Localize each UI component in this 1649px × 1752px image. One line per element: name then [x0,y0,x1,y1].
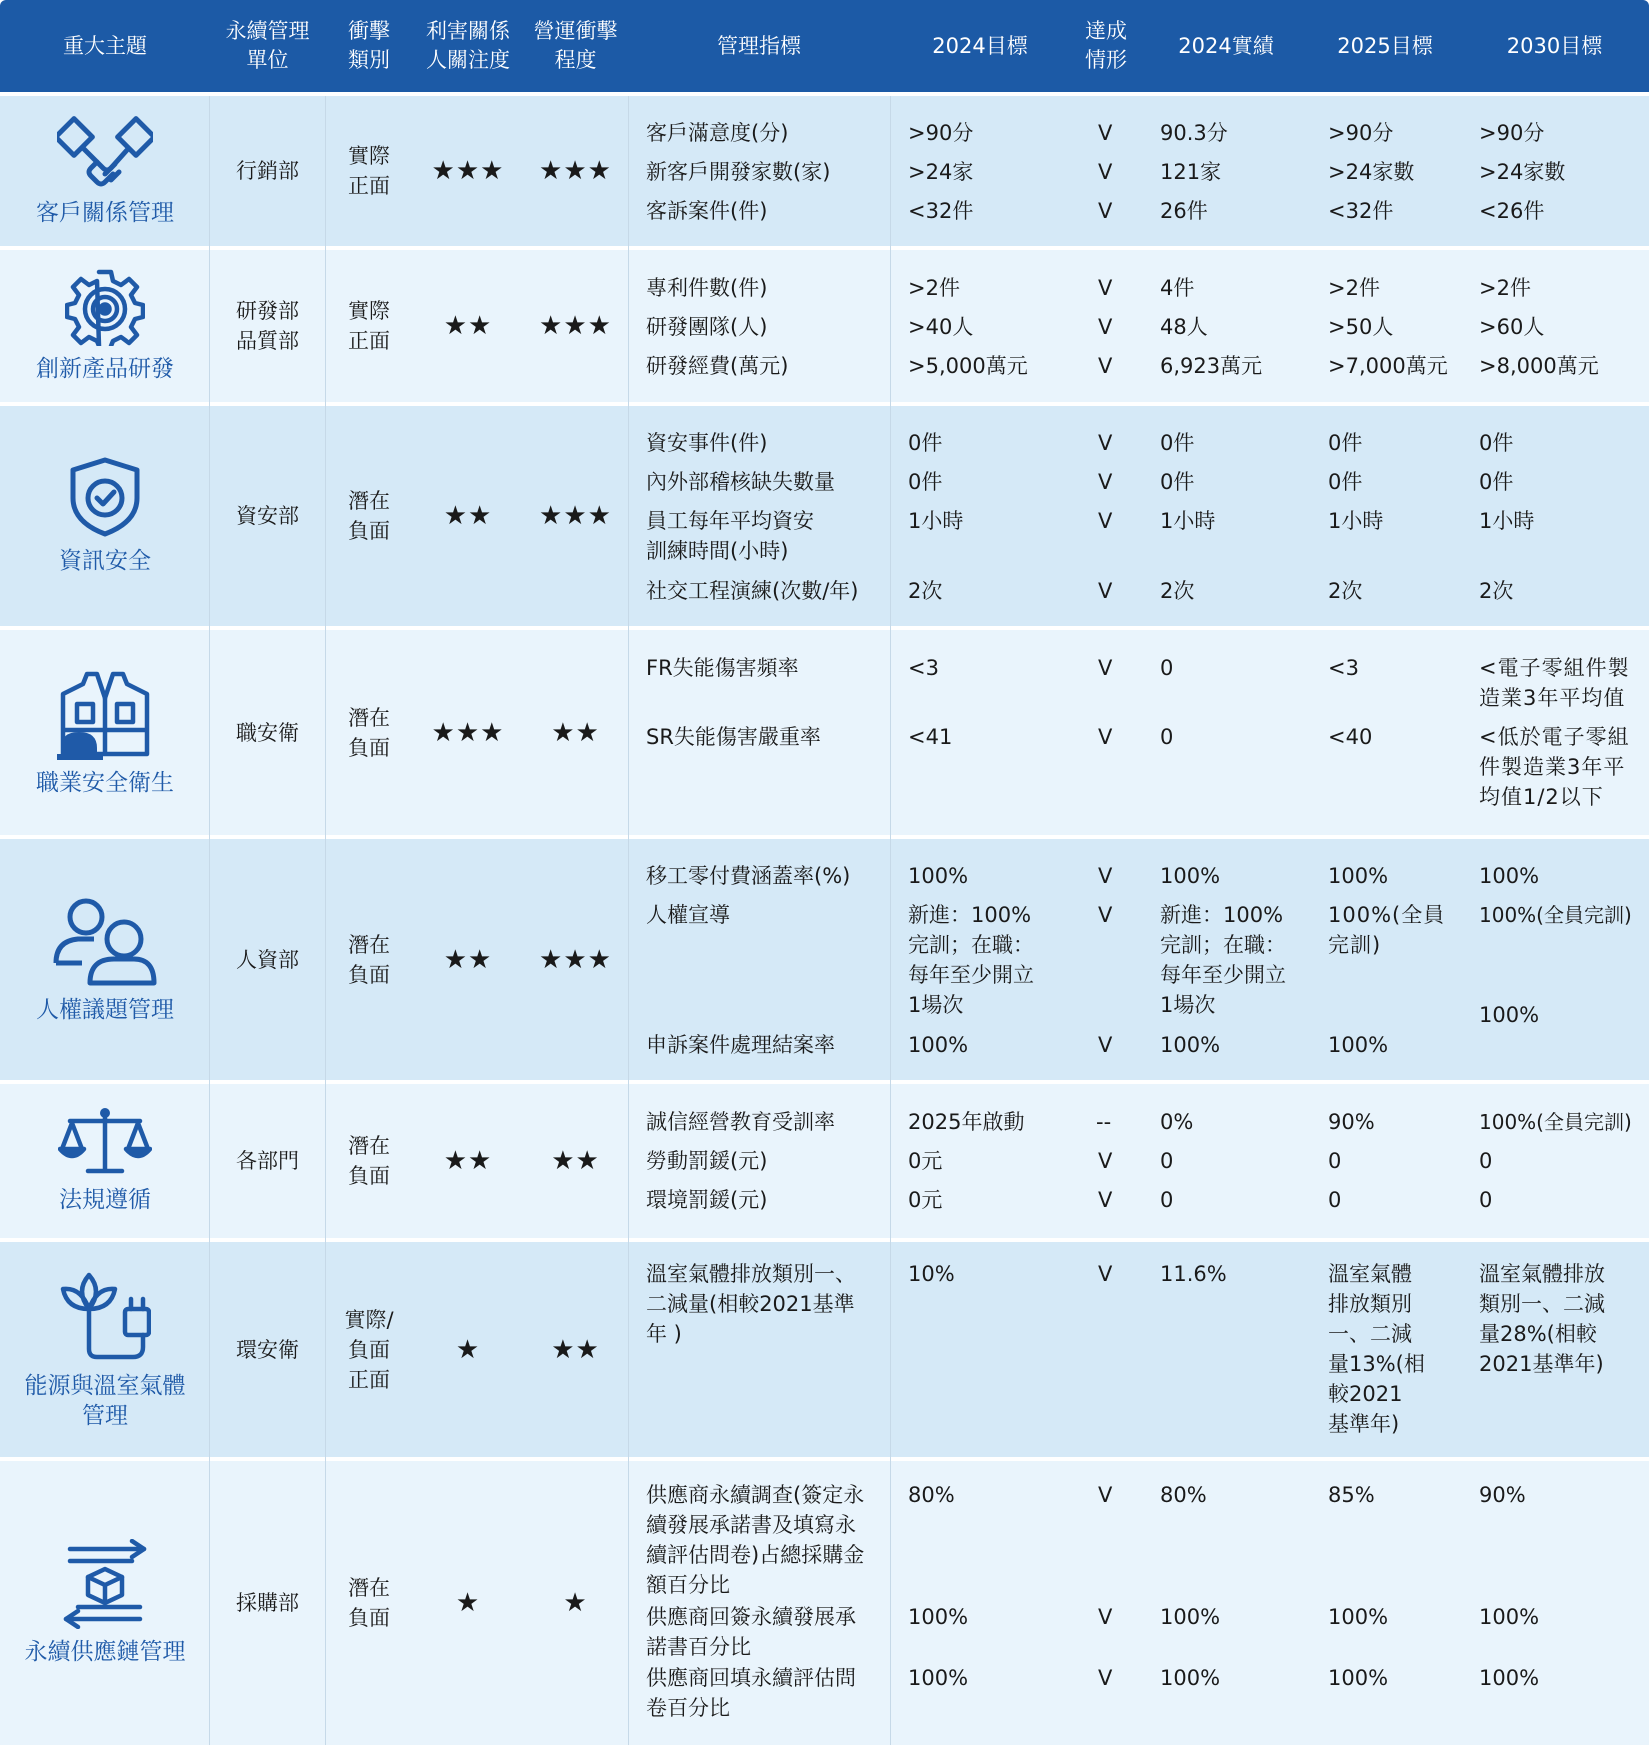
target-2025-cell: 0 [1328,1149,1342,1173]
unit-cell: 各部門 [236,1149,299,1173]
target-2024-cell: <3 [908,656,939,680]
target-2024-cell: 0元 [908,1149,943,1173]
operation-stars: ★★★ [539,944,612,975]
achievement-cell: -- [1096,1110,1112,1134]
achievement-cell: V [1098,864,1113,888]
target-2024-cell: <41 [908,725,953,749]
stakeholder-stars: ★★★ [431,717,505,748]
supply-chain-icon [60,1539,150,1629]
header-unit: 永續管理 單位 [225,19,310,72]
target-2024-cell: >5,000萬元 [908,354,1028,378]
stakeholder-stars: ★★★ [431,156,505,186]
target-2030-cell: 100%(全員完訓) [1479,903,1632,927]
stakeholder-stars: ★ [455,1588,481,1618]
impact-type-cell: 潛在 負面 [348,705,390,760]
achievement-cell: V [1098,903,1113,927]
result-2024-cell: 100% [1160,1666,1221,1690]
achievement-cell: V [1098,276,1113,300]
target-2025-cell: 0 [1328,1188,1342,1212]
target-2024-cell: >90分 [908,121,974,145]
result-2024-cell: 48人 [1160,315,1208,339]
target-2030-cell: 1小時 [1479,509,1535,533]
topic-compliance [0,1084,210,1238]
target-2030-cell: >2件 [1479,276,1531,300]
header-topic: 重大主題 [63,33,147,58]
target-2030-cell: <電子零組件製 造業3年平均值 [1479,656,1630,710]
target-2024-cell: 100% [908,864,969,888]
target-2025-cell: 100% [1328,1605,1389,1629]
indicator-cell: 移工零付費涵蓋率(%) [646,864,851,888]
topic-info-security [0,406,210,626]
indicator-cell: 研發團隊(人) [646,315,768,339]
target-2025-cell: >2件 [1328,276,1380,300]
target-2030-cell: >60人 [1479,315,1545,339]
result-2024-cell: 新進：100% 完訓；在職： 每年至少開立 1場次 [1160,903,1286,1017]
target-2025-cell: >24家數 [1328,160,1415,184]
indicator-cell: 供應商永續調查(簽定永 續發展承諾書及填寫永 續評估問卷)占總採購金 額百分比 [646,1483,865,1597]
unit-cell: 職安衛 [236,720,299,745]
result-2024-cell: 0件 [1160,431,1195,455]
achievement-cell: V [1098,160,1113,184]
result-2024-cell: 100% [1160,1605,1221,1629]
topic-innovation [0,250,210,402]
indicator-cell: 申訴案件處理結案率 [646,1033,835,1057]
target-2030-cell: 100% [1479,864,1540,888]
target-2030-cell: 0件 [1479,470,1514,494]
target-2030-cell: 0件 [1479,431,1514,455]
impact-type-cell: 實際/ 負面 正面 [344,1307,394,1392]
operation-stars: ★★★ [539,501,612,531]
target-2024-cell: 80% [908,1483,955,1507]
topic-energy-ghg [0,1242,210,1457]
result-2024-cell: 4件 [1160,276,1195,300]
header-impact-type: 衝擊 類別 [348,19,390,72]
result-2024-cell: 0 [1160,1149,1174,1173]
indicator-cell: 專利件數(件) [646,276,768,300]
impact-type-cell: 潛在 負面 [348,1134,390,1188]
target-2030-extra-cell: 100% [1479,1003,1540,1027]
target-2025-cell: 100% [1328,1666,1389,1690]
table-header [0,0,1649,92]
indicator-cell: 勞動罰鍰(元) [646,1149,768,1173]
result-2024-cell: 100% [1160,864,1221,888]
header-stakeholder: 利害關係 人關注度 [426,19,510,72]
result-2024-cell: 0% [1160,1110,1194,1134]
unit-cell: 研發部 品質部 [236,299,299,353]
result-2024-cell: 0 [1160,656,1174,680]
operation-stars: ★★★ [539,156,612,186]
target-2024-cell: 100% [908,1033,969,1057]
leaf-plug-icon [59,1269,151,1363]
operation-stars: ★★ [551,1334,600,1365]
header-target-2024: 2024目標 [932,33,1028,58]
target-2030-cell: 100%(全員完訓) [1479,1110,1632,1134]
header-target-2030: 2030目標 [1506,33,1603,58]
indicator-cell: 研發經費(萬元) [646,354,789,378]
target-2025-cell: <32件 [1328,199,1394,223]
achievement-cell: V [1098,1483,1113,1507]
target-2025-cell: <3 [1328,656,1359,680]
column-divider [890,96,891,1745]
indicator-cell: 員工每年平均資安 訓練時間(小時) [646,509,814,563]
topic-occupational-safety [0,630,210,835]
indicator-cell: 資安事件(件) [646,431,768,455]
target-2030-cell: >8,000萬元 [1479,354,1599,378]
result-2024-cell: 100% [1160,1033,1221,1057]
target-2024-cell: 新進：100% 完訓；在職： 每年至少開立 1場次 [908,903,1034,1017]
target-2024-cell: 0件 [908,431,943,455]
indicator-cell: 溫室氣體排放類別一、 二減量(相較2021基準 年 ) [646,1262,856,1346]
result-2024-cell: 6,923萬元 [1160,354,1263,378]
stakeholder-stars: ★★ [443,944,493,975]
target-2025-cell: 溫室氣體 排放類別 一、二減 量13%(相 較2021 基準年) [1328,1262,1425,1436]
target-2030-cell: 0 [1479,1149,1493,1173]
result-2024-cell: 90.3分 [1160,121,1228,145]
topic-customer-relations [0,96,210,246]
target-2030-cell: 100% [1479,1666,1540,1690]
result-2024-cell: 11.6% [1160,1262,1227,1286]
operation-stars: ★★ [551,717,600,748]
target-2024-cell: 0元 [908,1188,943,1212]
topic-label: 人權議題管理 [36,996,174,1023]
target-2030-cell: >90分 [1479,121,1545,145]
target-2030-cell: 溫室氣體排放 類別一、二減 量28%(相較 2021基準年) [1479,1262,1605,1376]
operation-stars: ★★★ [539,311,612,341]
target-2030-cell: 0 [1479,1188,1493,1212]
target-2025-cell: 1小時 [1328,509,1384,533]
result-2024-cell: 0件 [1160,470,1195,494]
achievement-cell: V [1098,431,1113,455]
result-2024-cell: 26件 [1160,199,1208,223]
achievement-cell: V [1098,1149,1113,1173]
target-2024-cell: 1小時 [908,509,964,533]
target-2025-cell: 0件 [1328,431,1363,455]
result-2024-cell: 0 [1160,1188,1174,1212]
target-2030-cell: 2次 [1479,579,1514,603]
achievement-cell: V [1098,509,1113,533]
target-2030-cell: <26件 [1479,199,1545,223]
target-2025-cell: 0件 [1328,470,1363,494]
impact-type-cell: 潛在 負面 [348,932,390,987]
achievement-cell: V [1098,121,1113,145]
stakeholder-stars: ★★ [443,1146,493,1176]
unit-cell: 資安部 [236,504,299,528]
target-2025-cell: 100% [1328,1033,1389,1057]
unit-cell: 採購部 [236,1591,299,1615]
result-2024-cell: 80% [1160,1483,1207,1507]
target-2024-cell: 2025年啟動 [908,1110,1025,1134]
result-2024-cell: 1小時 [1160,509,1216,533]
topic-label: 永續供應鏈管理 [24,1639,186,1665]
target-2024-cell: >24家 [908,160,974,184]
indicator-cell: SR失能傷害嚴重率 [646,725,821,749]
target-2024-cell: 0件 [908,470,943,494]
achievement-cell: V [1098,725,1113,749]
unit-cell: 行銷部 [236,159,299,183]
achievement-cell: V [1098,470,1113,494]
header-target-2025: 2025目標 [1337,33,1433,58]
achievement-cell: V [1098,315,1113,339]
header-result-2024: 2024實績 [1178,33,1274,58]
indicator-cell: 社交工程演練(次數/年) [646,579,859,603]
unit-cell: 人資部 [236,947,299,972]
achievement-cell: V [1098,1666,1113,1690]
topic-human-rights [0,839,210,1080]
target-2030-cell: <低於電子零組 件製造業3年平 均值1/2以下 [1479,725,1630,809]
target-2030-cell: >24家數 [1479,160,1566,184]
target-2025-cell: 100%(全員 完訓) [1328,903,1446,957]
indicator-cell: 環境罰鍰(元) [646,1188,768,1212]
indicator-cell: 誠信經營教育受訓率 [646,1110,835,1134]
target-2025-cell: 90% [1328,1110,1375,1134]
target-2024-cell: >40人 [908,315,974,339]
target-2025-cell: 2次 [1328,579,1363,603]
indicator-cell: 供應商回簽永續發展承 諾書百分比 [646,1605,856,1659]
achievement-cell: V [1098,1033,1113,1057]
achievement-cell: V [1098,1262,1113,1286]
topic-label: 職業安全衛生 [36,769,174,796]
indicator-cell: 人權宣導 [646,903,730,927]
impact-type-cell: 潛在 負面 [348,1576,390,1630]
indicator-cell: 內外部稽核缺失數量 [646,470,835,494]
topic-supply-chain [0,1461,210,1745]
target-2030-cell: 100% [1479,1605,1540,1629]
innovation-gear-icon [65,268,145,346]
header-indicator: 管理指標 [717,33,801,58]
topic-label: 法規遵循 [59,1187,151,1213]
target-2024-cell: 10% [908,1262,955,1286]
achievement-cell: V [1098,199,1113,223]
indicator-cell: 新客戶開發家數(家) [646,160,831,184]
scales-icon [58,1107,152,1177]
indicator-cell: FR失能傷害頻率 [646,656,799,680]
result-2024-cell: 2次 [1160,579,1195,603]
target-2025-cell: <40 [1328,725,1373,749]
topic-label: 能源與溫室氣體 管理 [24,1372,186,1429]
impact-type-cell: 實際 正面 [348,144,390,198]
target-2030-cell: 90% [1479,1483,1526,1507]
topic-label: 客戶關係管理 [36,200,174,226]
target-2024-cell: 100% [908,1666,969,1690]
target-2024-cell: <32件 [908,199,974,223]
target-2024-cell: >2件 [908,276,960,300]
stakeholder-stars: ★★ [443,311,493,341]
achievement-cell: V [1098,1605,1113,1629]
target-2025-cell: 100% [1328,864,1389,888]
target-2025-cell: >7,000萬元 [1328,354,1448,378]
topic-label: 資訊安全 [59,548,151,574]
column-divider [628,96,629,1745]
stakeholder-stars: ★ [455,1334,481,1365]
result-2024-cell: 121家 [1160,160,1222,184]
target-2024-cell: 2次 [908,579,943,603]
stakeholder-stars: ★★ [443,501,493,531]
impact-type-cell: 實際 正面 [348,299,390,353]
people-icon [52,895,158,987]
achievement-cell: V [1098,354,1113,378]
achievement-cell: V [1098,656,1113,680]
achievement-cell: V [1098,579,1113,603]
safety-vest-icon [57,668,153,760]
header-operation: 營運衝擊 程度 [533,19,618,72]
result-2024-cell: 0 [1160,725,1174,749]
operation-stars: ★★ [551,1146,600,1176]
indicator-cell: 供應商回填永續評估問 卷百分比 [646,1666,856,1720]
handshake-icon [57,114,153,190]
indicator-cell: 客訴案件(件) [646,199,768,223]
impact-type-cell: 潛在 負面 [348,489,390,543]
target-2025-cell: 85% [1328,1483,1375,1507]
unit-cell: 環安衛 [236,1337,299,1362]
shield-check-icon [69,456,141,538]
operation-stars: ★ [563,1588,588,1618]
achievement-cell: V [1098,1188,1113,1212]
target-2025-cell: >50人 [1328,315,1394,339]
header-achievement: 達成 情形 [1085,19,1127,72]
target-2025-cell: >90分 [1328,121,1394,145]
indicator-cell: 客戶滿意度(分) [646,121,789,145]
target-2024-cell: 100% [908,1605,969,1629]
topic-label: 創新產品研發 [36,356,174,382]
